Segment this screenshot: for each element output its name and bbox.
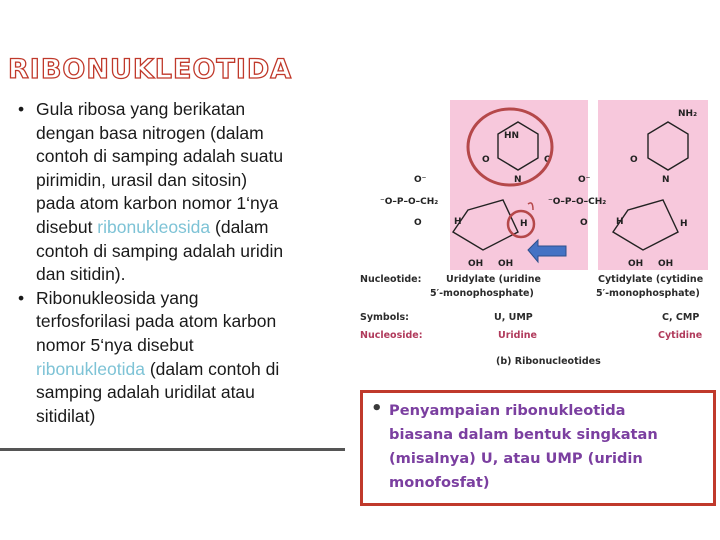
svg-text:⁻O–P–O–CH₂: ⁻O–P–O–CH₂ [548,197,607,207]
note-bullet-dot: • [371,398,383,419]
bullet-line: samping adalah uridilat atau [36,382,255,403]
svg-text:O⁻: O⁻ [578,175,591,185]
svg-text:O: O [544,155,552,165]
figure-caption: (b) Ribonucleotides [496,356,601,367]
bullet-dot: • [18,287,25,308]
uridylate-name-2: 5′-monophosphate) [430,288,534,299]
svg-text:N: N [514,175,522,185]
uridylate-name: Uridylate (uridine [446,274,541,285]
svg-text:O: O [414,218,422,228]
bullet-line: pada atom karbon nomor 1‘nya [36,193,279,214]
row-label-nucleotide: Nucleotide: [360,274,422,285]
bullet-line: Gula ribosa yang berikatan [36,99,246,119]
bullet-nucleoside [14,98,359,287]
row-label-symbols: Symbols: [360,312,409,323]
svg-text:O: O [580,218,588,228]
uridine-name: Uridine [498,330,537,341]
uridylate-symbols: U, UMP [494,312,533,323]
highlight-term-ribonukleosida: ribonukleosida [97,216,211,237]
svg-text:H: H [520,219,528,229]
panel-gap [588,100,598,270]
svg-text:HN: HN [504,131,520,141]
divider-line [0,448,345,451]
bullet-line: contoh di samping adalah suatu [36,146,284,167]
note-line: biasana dalam bentuk singkatan [389,426,658,443]
bullet-text: (dalam contoh di [144,358,280,379]
pink-panel [450,100,708,270]
cytidylate-symbols: C, CMP [662,312,700,323]
svg-text:H: H [454,217,462,227]
svg-text:H: H [680,219,688,229]
bullet-line: pirimidin, urasil dan sitosin) [36,169,248,190]
svg-text:O: O [482,155,490,165]
svg-text:OH: OH [628,259,644,269]
bullet-text: disebut [36,216,98,237]
cytidylate-name-2: 5′-monophosphate) [596,288,700,299]
highlight-term-ribonukleotida: ribonukleotida [36,358,145,379]
bullet-line: contoh di samping adalah uridin [36,240,284,261]
bullet-line: sitidilat) [36,405,96,426]
bullet-line [36,358,359,382]
row-label-nucleoside: Nucleoside: [360,330,423,341]
note-line: monofosfat) [389,474,490,491]
svg-text:OH: OH [498,259,514,269]
bullet-line [36,216,359,240]
bullet-dot: • [18,99,25,119]
bullet-nucleotide [14,287,359,429]
page-title: RIBONUKLEOTIDA [8,54,293,85]
svg-text:⁻O–P–O–CH₂: ⁻O–P–O–CH₂ [380,197,439,207]
bullet-line: dengan basa nitrogen (dalam [36,122,264,143]
svg-text:O: O [630,155,638,165]
svg-text:NH₂: NH₂ [678,109,698,119]
cytidylate-name: Cytidylate (cytidine [598,274,704,285]
bullet-line: dan sitidin). [36,264,126,285]
svg-text:OH: OH [658,259,674,269]
ribonucleotide-figure [358,92,714,374]
bullet-line: Ribonukleosida yang [36,287,199,308]
bullet-list [14,98,359,428]
bullet-line: nomor 5‘nya disebut [36,334,194,355]
note-line: (misalnya) U, atau UMP (uridin [389,450,643,467]
svg-text:O⁻: O⁻ [414,175,427,185]
note-box [360,390,716,506]
svg-text:N: N [662,175,670,185]
svg-text:OH: OH [468,259,484,269]
svg-text:H: H [616,217,624,227]
cytidine-name: Cytidine [658,330,703,341]
bullet-text: (dalam [210,216,269,237]
bullet-line: terfosforilasi pada atom karbon [36,311,277,332]
note-line: Penyampaian ribonukleotida [389,402,626,419]
